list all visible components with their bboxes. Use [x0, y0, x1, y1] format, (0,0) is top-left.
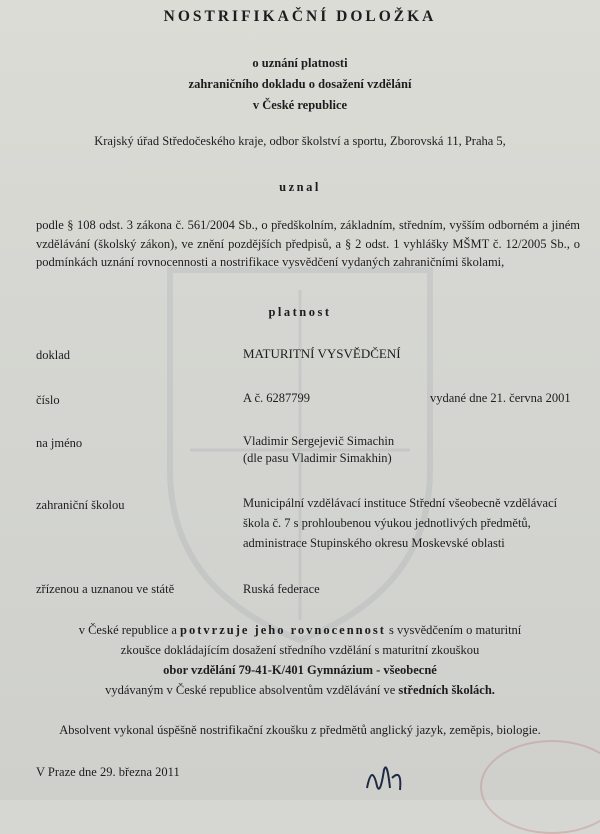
confirmation-line-4	[0, 683, 600, 698]
subtitle-line-2: zahraničního dokladu o dosažení vzdělání	[188, 77, 412, 91]
cislo-value: A č. 6287799	[243, 391, 311, 405]
subtitle-line-1: o uznání platnosti	[252, 56, 348, 70]
jmeno-passport-value: (dle pasu Vladimir Simakhin)	[243, 451, 392, 465]
confirmation-line-1	[0, 623, 600, 638]
signature	[362, 758, 422, 798]
cislo-label: číslo	[36, 393, 60, 407]
confirmation-line-4-part-2: středních školách.	[398, 683, 495, 697]
subtitle-line-3: v České republice	[252, 98, 348, 112]
confirmation-part-1: v České republice a	[78, 623, 181, 637]
place-date: V Praze dne 29. března 2011	[36, 765, 180, 779]
jmeno-label: na jméno	[36, 436, 83, 450]
confirmation-line-4-part-1: vydávaným v České republice absolventům vzdělávání ve	[105, 683, 399, 697]
confirmation-part-3: s vysvědčením o maturitní	[385, 623, 522, 637]
platnost-heading: platnost	[268, 305, 332, 319]
doklad-label: doklad	[36, 348, 71, 362]
jmeno-value: Vladimir Sergejevič Simachin	[243, 434, 395, 448]
confirmation-emphasis: potvrzuje jeho rovnocennost	[180, 623, 386, 637]
authority-line: Krajský úřad Středočeského kraje, odbor školství a sportu, Zborovská 11, Praha 5,	[94, 134, 506, 148]
stat-label: zřízenou a uznanou ve státě	[36, 582, 175, 596]
uznal-heading: uznal	[279, 180, 321, 194]
skola-line-3: administrace Stupinského okresu Moskevské oblasti	[243, 536, 505, 550]
doklad-value: MATURITNÍ VYSVĚDČENÍ	[243, 346, 401, 361]
skola-label: zahraniční školou	[36, 498, 125, 512]
legal-basis-paragraph: podle § 108 odst. 3 zákona č. 561/2004 Sb., o předškolním, základním, středním, vyšším odborném a jiném vzdělávání (školský zákon), ve znění pozdějších předpisů, a § 2 odst. 1 vyhlášky MŠMT č. 12/2005 Sb., o podmínkách uznání rovnocennosti a nostrifikace vysvědčení vydaných zahraničními školami,	[36, 218, 580, 269]
document-title: NOSTRIFIKAČNÍ DOLOŽKA	[163, 8, 437, 25]
confirmation-line-3: obor vzdělání 79-41-K/401 Gymnázium - všeobecné	[163, 663, 437, 677]
official-stamp	[480, 740, 600, 834]
exam-statement: Absolvent vykonal úspěšně nostrifikační zkoušku z předmětů anglický jazyk, zeměpis, biologie.	[59, 723, 541, 737]
issue-date: vydané dne 21. června 2001	[430, 391, 571, 405]
skola-line-1: Municipální vzdělávací instituce Střední všeobecně vzdělávací	[243, 496, 558, 510]
stat-value: Ruská federace	[243, 582, 320, 596]
skola-line-2: škola č. 7 s prohloubenou výukou jednotlivých předmětů,	[243, 516, 531, 530]
confirmation-line-2: zkoušce dokládajícím dosažení středního vzdělání s maturitní zkouškou	[120, 643, 480, 657]
